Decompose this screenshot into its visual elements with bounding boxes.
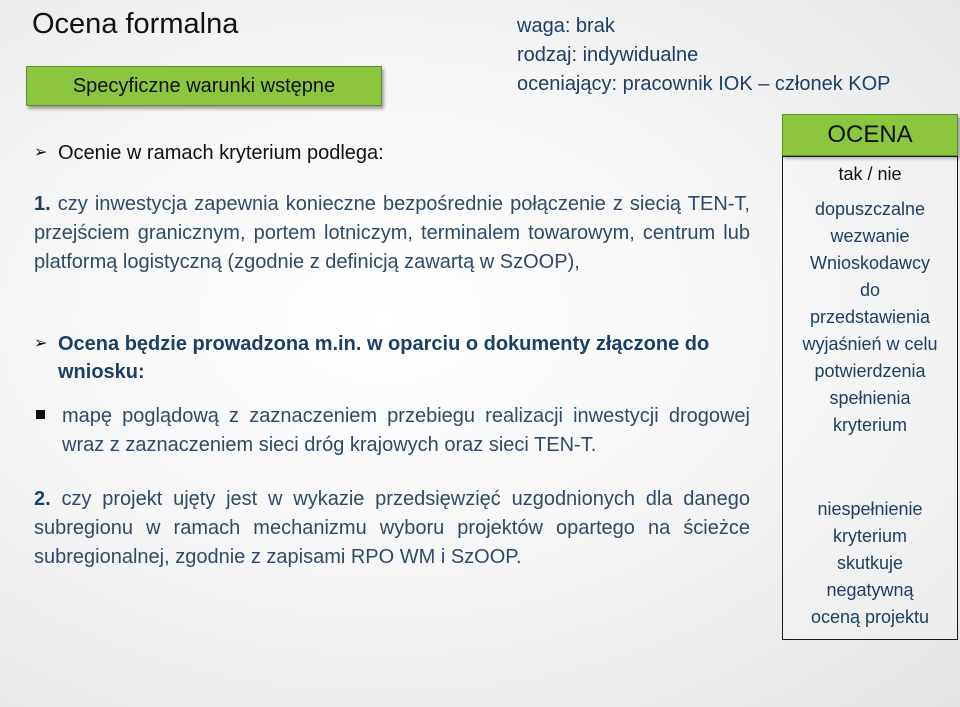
ocena-options: tak / nie [838, 164, 902, 184]
intro-text: Ocenie w ramach kryterium podlega: [58, 142, 384, 164]
page-title: Ocena formalna [32, 8, 239, 40]
ocena-header: OCENA [782, 114, 958, 156]
assessment-line-2 [58, 358, 145, 387]
meta-evaluator: oceniający: pracownik IOK – członek KOP [517, 73, 891, 95]
meta-info [517, 12, 891, 99]
criterion-2 [34, 485, 750, 572]
ocena-failure-note: niespełnienie kryterium skutkuje negatywną oceną projektu [810, 499, 930, 627]
ocena-allowed-note: dopuszczalne wezwanie Wnioskodawcy do przedstawienia wyjaśnień w celu potwierdzenia spełnienia kryterium [802, 199, 938, 435]
meta-weight: waga: brak [517, 15, 615, 37]
criterion-2-number: 2. [34, 488, 51, 510]
criterion-2-text: czy projekt ujęty jest w wykazie przedsięwzięć uzgodnionych dla danego subregionu w ramach mechanizmu wyboru projektów opartego na ścieżce subregionalnej, zgodnie z zapisami RPO WM i SzOOP. [34, 488, 750, 568]
criteria-badge: Specyficzne warunki wstępne [26, 66, 382, 106]
intro-line [34, 138, 384, 168]
arrow-bullet-icon: ➢ [34, 335, 48, 352]
attachment-item: mapę poglądową z zaznaczeniem przebiegu realizacji inwestycji drogowej wraz z zaznaczeniem sieci dróg krajowych oraz sieci TEN-T. [62, 405, 750, 456]
assessment-text-2: wniosku: [58, 361, 145, 383]
square-bullet-icon [36, 410, 45, 419]
criterion-1-number: 1. [34, 193, 51, 215]
assessment-line [34, 329, 709, 359]
meta-type: rodzaj: indywidualne [517, 44, 699, 66]
criterion-1-text: czy inwestycja zapewnia konieczne bezpośrednie połączenie z siecią TEN-T, przejściem granicznym, portem lotniczym, terminalem towarowym, centrum lub platformą logistyczną (zgodnie z definicją zawartą w SzOOP), [34, 193, 750, 273]
criterion-1 [34, 190, 750, 277]
assessment-text: Ocena będzie prowadzona m.in. w oparciu o dokumenty złączone do [58, 333, 710, 355]
arrow-bullet-icon: ➢ [34, 144, 48, 161]
